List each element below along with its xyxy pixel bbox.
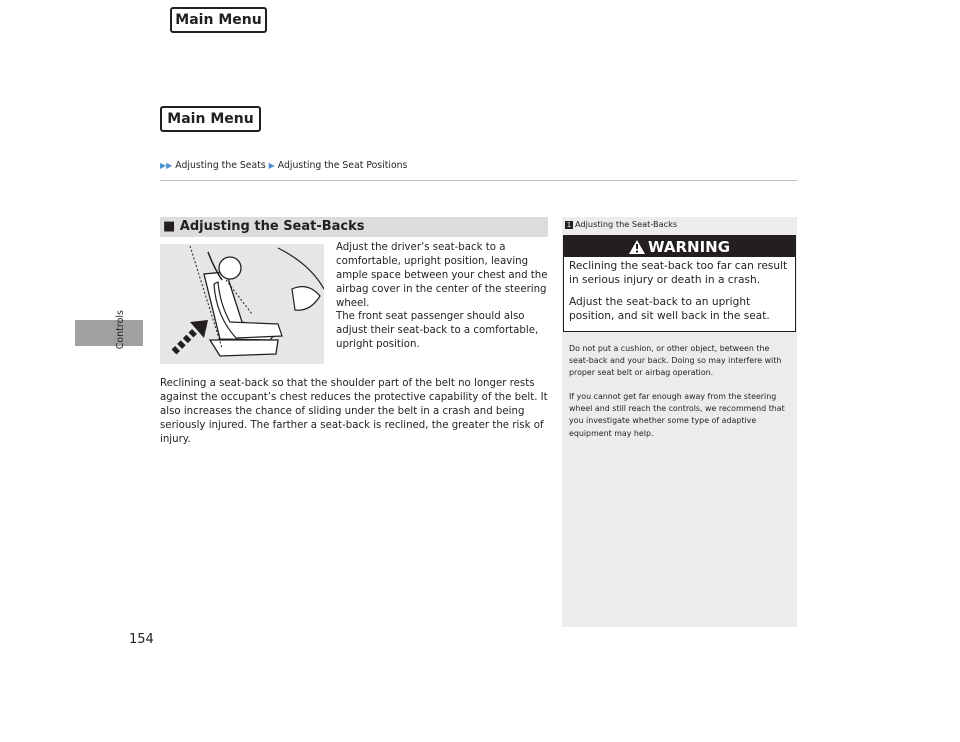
warning-header [564, 236, 795, 257]
breadcrumb-arrow-icon: ▶▶ [160, 161, 173, 170]
body-paragraph-3: Reclining a seat-back so that the shoulder part of the belt no longer rests against the occupant’s chest reduces the protective capability of the belt. It also increases the chance of sliding under the belt in a crash and being seriously injured. The farther a seat-back is reclined, the greater the risk of injury. [160, 378, 548, 445]
main-menu-button-secondary[interactable]: Main Menu [160, 106, 261, 132]
seat-recline-icon [160, 244, 324, 364]
note-text-2: If you cannot get far enough away from the steering wheel and still reach the controls, we recommend that you investigate whether some type of adaptive equipment may help. [569, 392, 785, 438]
header-divider [160, 180, 797, 181]
warning-triangle-icon [629, 240, 645, 254]
body-paragraph-1: Adjust the driver’s seat-back to a comfortable, upright position, leaving ample space between your chest and the airbag cover in the center of the steering wheel. [336, 242, 548, 309]
breadcrumb-item-seat-positions[interactable]: Adjusting the Seat Positions [277, 160, 408, 171]
breadcrumb-item-seats[interactable]: Adjusting the Seats [175, 160, 266, 171]
breadcrumb [160, 160, 407, 171]
note-index-icon: 1 [566, 220, 572, 229]
main-menu-button[interactable]: Main Menu [170, 7, 267, 33]
chapter-tab [75, 320, 143, 346]
page-number: 154 [129, 632, 154, 647]
warning-text-1: Reclining the seat-back too far can result in serious injury or death in a crash. [569, 260, 788, 286]
breadcrumb-arrow-icon: ▶ [268, 161, 275, 170]
body-paragraph-2: The front seat passenger should also adjust their seat-back to a comfortable, upright position. [336, 311, 539, 350]
note-text-1: Do not put a cushion, or other object, between the seat-back and your back. Doing so may interfere with proper seat belt or airbag operation. [569, 344, 782, 378]
note-heading: 1 Adjusting the Seat-Backs [566, 219, 678, 229]
section-heading: ■ Adjusting the Seat-Backs [160, 217, 548, 237]
warning-box [563, 235, 796, 332]
warning-label: WARNING [647, 238, 731, 256]
seat-back-illustration [160, 244, 324, 364]
warning-text-2: Adjust the seat-back to an upright position, and sit well back in the seat. [569, 296, 770, 322]
